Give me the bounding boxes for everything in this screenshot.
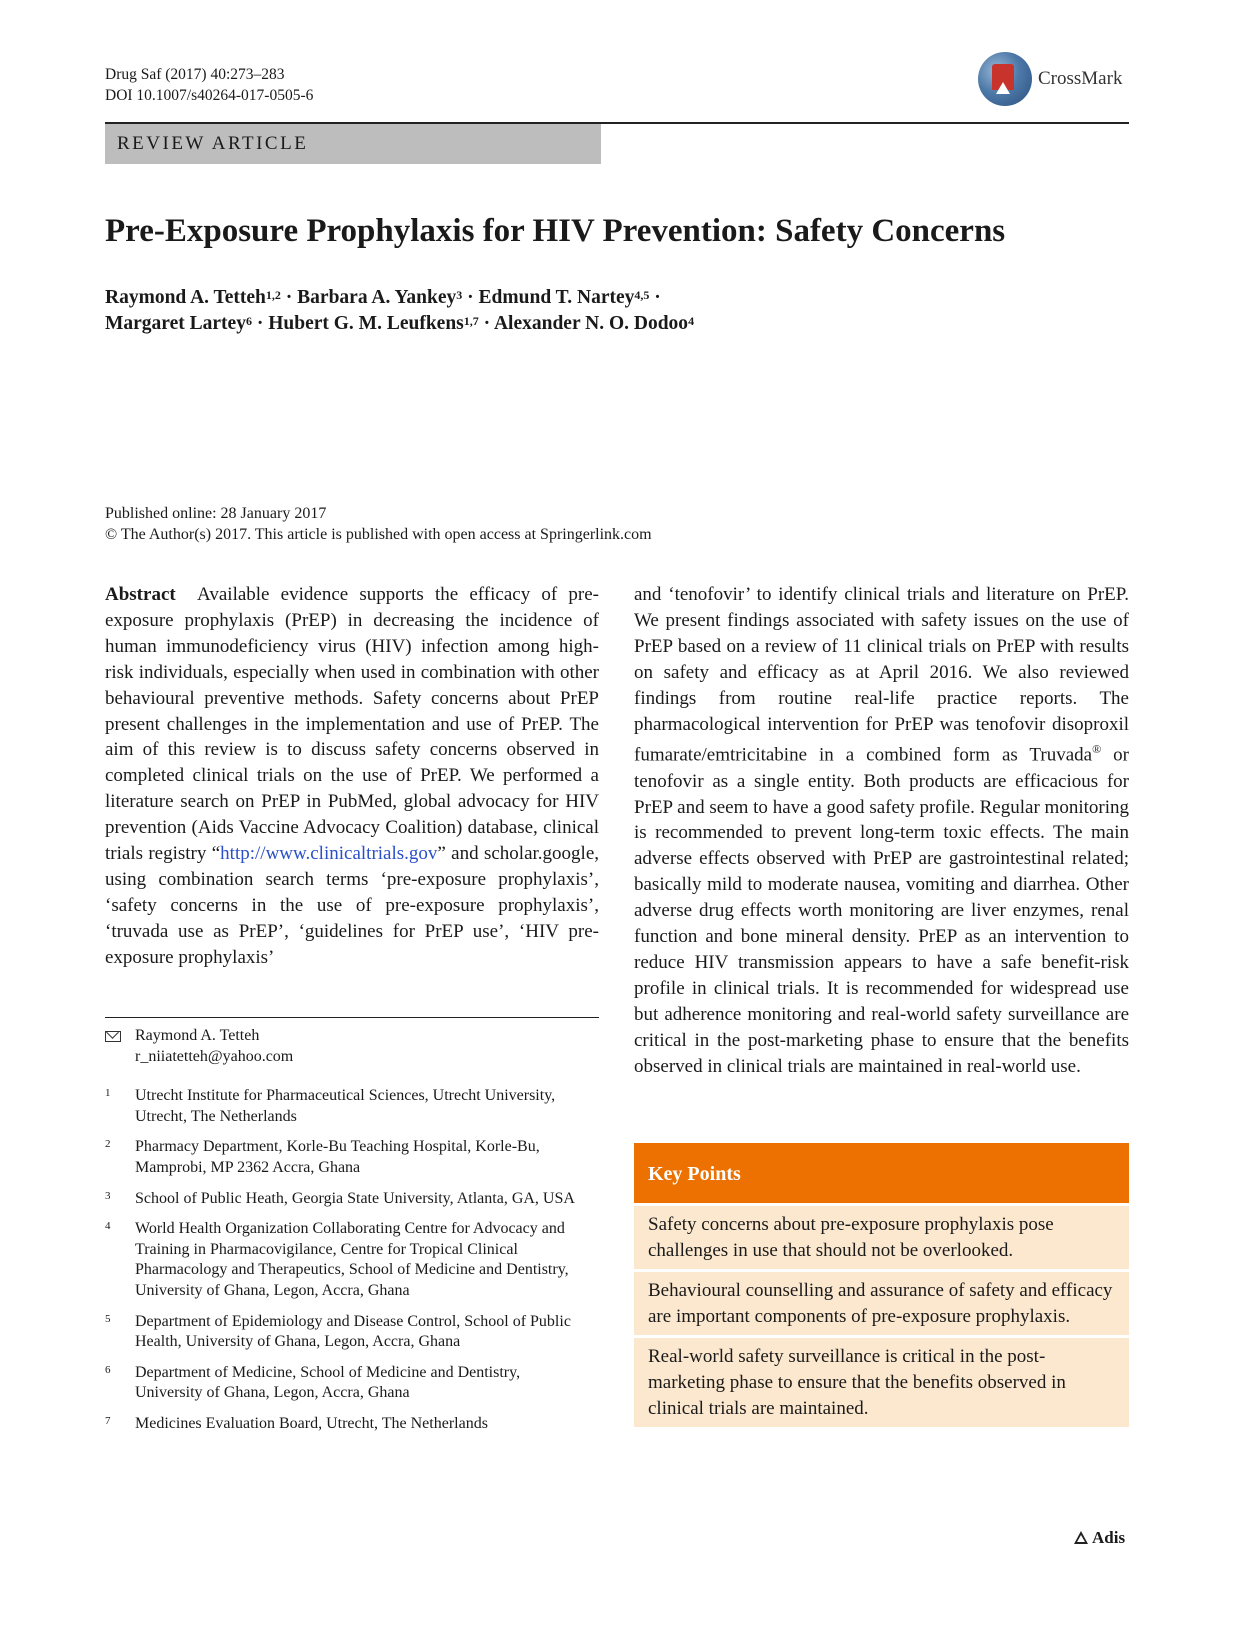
author-list: Raymond A. Tetteh$^{1,2}$ · Barbara A. Yankey$^3$ · Edmund T. Nartey$^{4,5}$ · Margaret Lartey$^6$ · Hubert G. M. Leufkens$^{1,7}$ · Alexander N. O. Dodoo$^4$ xyxy=(105,287,695,334)
affiliation-number: 6 xyxy=(105,1363,111,1376)
citation-line: Drug Saf (2017) 40:273–283 xyxy=(105,66,285,83)
affiliation-text: Pharmacy Department, Korle-Bu Teaching Hospital, Korle-Bu, Mamprobi, MP 2362 Accra, Ghana xyxy=(135,1138,540,1176)
envelope-icon xyxy=(105,1031,121,1042)
affiliation-item xyxy=(105,1189,575,1210)
abstract-text: and ‘tenofovir’ to identify clinical trials and literature on PrEP. We present findings associated with safety issues on the use of PrEP based on a review of 11 clinical trials on PrEP with results on safety and efficacy as at April 2016. We also reviewed findings from routine real-life practice reports. The pharmacological intervention for PrEP was tenofovir disoproxil fumarate/emtricitabine in a combined form as Truvada xyxy=(634,584,1129,766)
affiliation-item xyxy=(105,1312,575,1353)
affiliation-item xyxy=(105,1086,575,1127)
author-name: Barbara A. Yankey xyxy=(297,287,457,308)
crossmark-label: CrossMark xyxy=(1038,68,1123,89)
author-name: Margaret Lartey xyxy=(105,313,246,334)
affiliation-text: World Health Organization Collaborating Centre for Advocacy and Training in Pharmacovigilance, Centre for Tropical Clinical Pharmacology and Therapeutics, School of Medicine and Dentistry, University of Ghana, Legon, Accra, Ghana xyxy=(135,1220,569,1299)
abstract-right-column xyxy=(634,582,1129,1080)
journal-citation xyxy=(105,64,313,106)
author-affil: 3 xyxy=(456,288,463,302)
affiliation-text: Department of Epidemiology and Disease Control, School of Public Health, University of Ghana, Legon, Accra, Ghana xyxy=(135,1312,571,1351)
published-date: Published online: 28 January 2017 xyxy=(105,505,327,522)
publication-info xyxy=(105,503,652,545)
affiliation-number: 1 xyxy=(105,1087,111,1100)
abstract-left-column xyxy=(105,582,599,971)
affiliation-item xyxy=(105,1137,575,1178)
correspondence xyxy=(105,1026,575,1067)
abstract-text: or tenofovir as a single entity. Both products are efficacious for PrEP and seem to have a good safety profile. Regular monitoring is recommended to prevent long-term toxic effects. The main adverse effects observed with PrEP are gastrointestinal related; basically mild to moderate nausea, vomiting and diarrhea. Other adverse drug effects worth monitoring are liver enzymes, renal function and bone mineral density. PrEP as an intervention to reduce HIV transmission appears to have a safe benefit-risk profile in clinical trials. It is recommended for widespread use but adherence monitoring and real-world safety surveillance are critical in the post-marketing phase to ensure that the benefits observed in clinical trials are maintained in real-world use. xyxy=(634,744,1129,1077)
author-affil: 1,2 xyxy=(265,288,281,302)
doi-line: DOI 10.1007/s40264-017-0505-6 xyxy=(105,87,314,104)
author-name: Edmund T. Nartey xyxy=(478,287,635,308)
email-link[interactable]: r_niiatetteh@yahoo.com xyxy=(135,1047,294,1065)
section-label: REVIEW ARTICLE xyxy=(117,133,309,154)
author-name: Alexander N. O. Dodoo xyxy=(493,313,689,334)
author-affil: 4,5 xyxy=(634,288,650,302)
key-point-item: Real-world safety surveillance is critical in the post-marketing phase to ensure that the benefits observed in clinical trials are maintained. xyxy=(634,1335,1129,1427)
key-points-box xyxy=(634,1143,1129,1427)
affiliation-number: 4 xyxy=(105,1220,111,1233)
affiliation-text: Utrecht Institute for Pharmaceutical Sciences, Utrecht University, Utrecht, The Netherlands xyxy=(135,1087,556,1125)
author-affil: 6 xyxy=(245,314,252,328)
affiliation-text: Medicines Evaluation Board, Utrecht, The Netherlands xyxy=(135,1414,488,1432)
affiliation-item xyxy=(105,1219,575,1301)
footnote-rule xyxy=(105,1017,599,1018)
crossmark-icon xyxy=(978,52,1032,106)
corresponding-author: Raymond A. Tetteh xyxy=(135,1027,260,1044)
key-point-item: Behavioural counselling and assurance of safety and efficacy are important components of pre-exposure prophylaxis. xyxy=(634,1269,1129,1335)
author-affil: 1,7 xyxy=(463,314,479,328)
affiliation-text: School of Public Heath, Georgia State University, Atlanta, GA, USA xyxy=(135,1189,575,1207)
affiliation-item xyxy=(105,1414,575,1435)
crossmark-badge[interactable] xyxy=(978,52,1128,108)
adis-triangle-icon xyxy=(1074,1531,1088,1544)
affiliation-number: 7 xyxy=(105,1414,111,1427)
article-title: Pre-Exposure Prophylaxis for HIV Prevention: Safety Concerns xyxy=(105,213,1006,249)
abstract-text: ” and scholar.google, using combination search terms ‘pre-exposure prophylaxis’, ‘safety concerns in the use of pre-exposure prophylaxis’, ‘truvada use as PrEP’, ‘guidelines for PrEP use’, ‘HIV pre-exposure prophylaxis’ xyxy=(105,843,599,968)
key-points-heading: Key Points xyxy=(634,1143,1129,1203)
affiliation-number: 2 xyxy=(105,1138,111,1151)
affiliation-number: 3 xyxy=(105,1189,111,1202)
affiliations xyxy=(105,1026,575,1445)
copyright-line: © The Author(s) 2017. This article is published with open access at Springerlink.com xyxy=(105,526,652,543)
abstract-text: Available evidence supports the efficacy of pre-exposure prophylaxis (PrEP) in decreasing the incidence of human immunodeficiency virus (HIV) infection among high-risk individuals, especially when used in combination with other behavioural preventive methods. Safety concerns about PrEP present challenges in the implementation and use of PrEP. The aim of this review is to discuss safety concerns observed in completed clinical trials on the use of PrEP. We performed a literature search on PrEP in PubMed, global advocacy for HIV prevention (Aids Vaccine Advocacy Coalition) database, clinical trials registry “ xyxy=(105,584,599,865)
publisher-logo xyxy=(1074,1528,1125,1548)
abstract-heading: Abstract xyxy=(105,584,176,605)
affiliation-item xyxy=(105,1363,575,1404)
publisher-name: Adis xyxy=(1092,1528,1126,1547)
affiliation-text: Department of Medicine, School of Medicine and Dentistry, University of Ghana, Legon, Accra, Ghana xyxy=(135,1363,521,1402)
affiliation-number: 5 xyxy=(105,1312,111,1325)
author-name: Hubert G. M. Leufkens xyxy=(268,313,464,334)
key-point-item: Safety concerns about pre-exposure prophylaxis pose challenges in use that should not be overlooked. xyxy=(634,1203,1129,1269)
author-name: Raymond A. Tetteh xyxy=(105,287,266,308)
author-affil: 4 xyxy=(688,314,695,328)
registry-link[interactable]: http://www.clinicaltrials.gov xyxy=(220,843,438,865)
registered-mark: ® xyxy=(1092,742,1102,757)
